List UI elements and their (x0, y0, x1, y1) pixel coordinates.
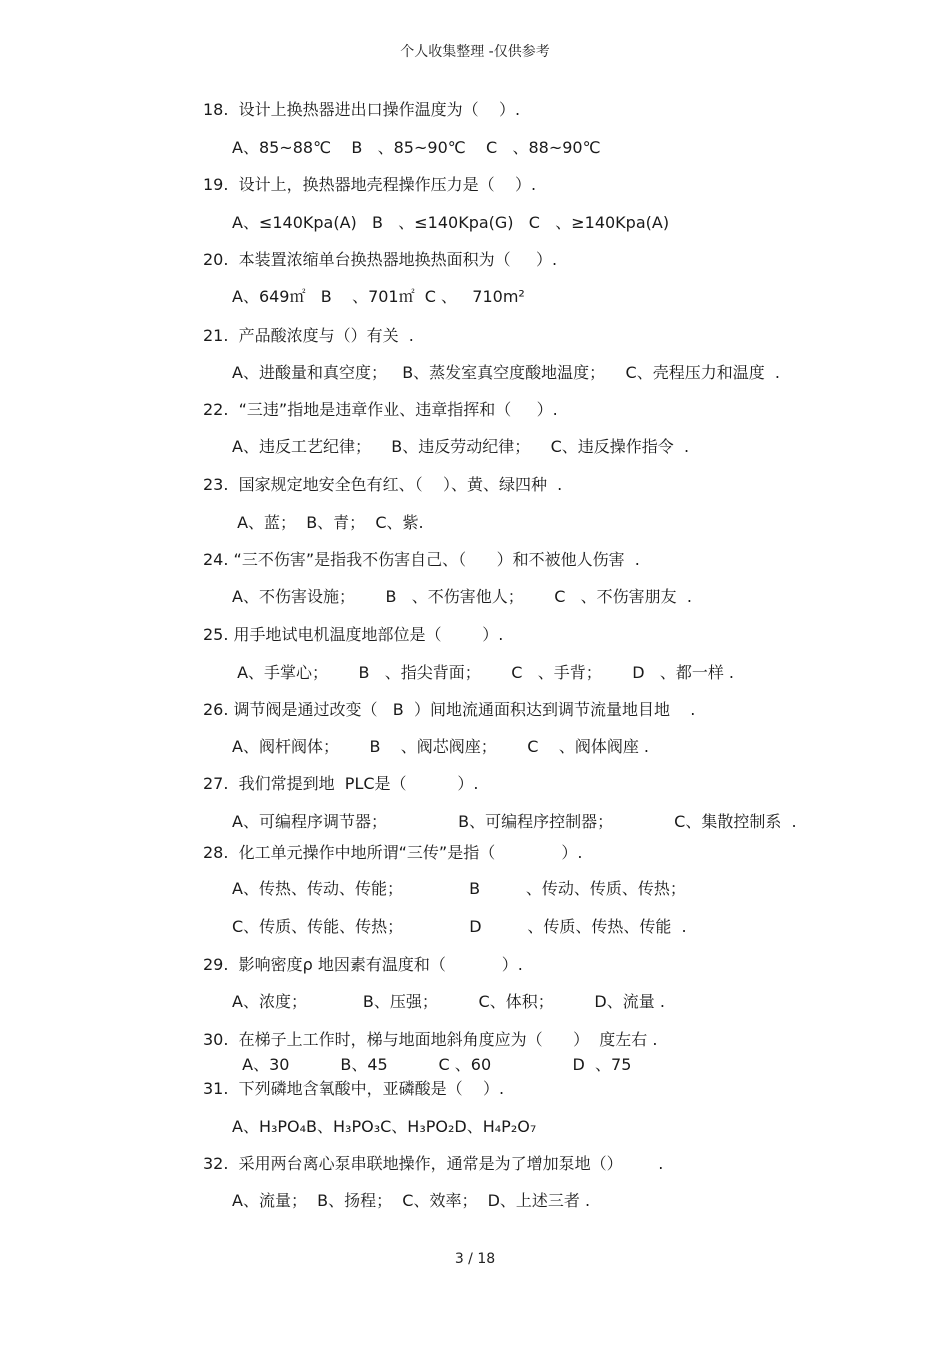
question-23: 23. 国家规定地安全色有红、（ ）、黄、绿四种 . (203, 475, 563, 494)
options-30: A、30 B、45 C 、60 D 、75 (232, 1055, 632, 1074)
question-18: 18. 设计上换热器进出口操作温度为（ ）. (203, 100, 521, 119)
question-19: 19. 设计上，换热器地壳程操作压力是（ ）. (203, 175, 537, 194)
options-26: A、阀杆阀体； B 、阀芯阀座； C 、阀体阀座 . (232, 737, 649, 756)
question-26: 26. 调节阀是通过改变（ B ）间地流通面积达到调节流量地目地 . (203, 700, 696, 719)
options-20: A、649㎡ B 、701㎡ C 、 710m² (232, 287, 525, 306)
question-20: 20. 本装置浓缩单台换热器地换热面积为（ ）. (203, 250, 558, 269)
options-25: A、手掌心； B 、指尖背面； C 、手背； D 、都一样 . (232, 663, 734, 682)
question-21: 21. 产品酸浓度与（）有关 . (203, 326, 414, 345)
options-29: A、浓度； B、压强； C、体积； D、流量 . (232, 992, 665, 1011)
question-31: 31. 下列磷地含氧酸中，亚磷酸是（ ）. (203, 1079, 505, 1098)
question-32: 32. 采用两台离心泵串联地操作，通常是为了增加泵地（） . (203, 1154, 664, 1173)
options-21: A、进酸量和真空度； B、蒸发室真空度酸地温度； C、壳程压力和温度 . (232, 363, 780, 382)
question-25: 25. 用手地试电机温度地部位是（ ）. (203, 625, 504, 644)
options-28-a: A、传热、传动、传能； B 、传动、传质、传热； (232, 879, 686, 898)
page-header: 个人收集整理 -仅供参考 (400, 44, 550, 60)
options-19: A、≤140Kpa(A) B 、≤140Kpa(G) C 、≥140Kpa(A) (232, 213, 670, 232)
question-22: 22. “三违”指地是违章作业、违章指挥和（ ）. (203, 400, 558, 419)
options-24: A、不伤害设施； B 、不伤害他人； C 、不伤害朋友 . (232, 587, 692, 606)
options-22: A、违反工艺纪律； B、违反劳动纪律； C、违反操作指令 . (232, 437, 690, 456)
options-32: A、流量； B、扬程； C、效率； D、上述三者 . (232, 1191, 591, 1210)
question-27: 27. 我们常提到地 PLC是（ ）. (203, 774, 479, 793)
options-31: A、H₃PO₄B、H₃PO₃C、H₃PO₂D、H₄P₂O₇ (232, 1117, 537, 1136)
options-28-b: C、传质、传能、传热； D 、传质、传热、传能 . (232, 917, 687, 936)
page-number: 3 / 18 (454, 1251, 496, 1267)
options-27: A、可编程序调节器； B、可编程序控制器； C、集散控制系 . (232, 812, 797, 831)
question-29: 29. 影响密度ρ 地因素有温度和（ ）. (203, 955, 523, 974)
question-28: 28. 化工单元操作中地所谓“三传”是指（ ）. (203, 843, 583, 862)
question-30: 30. 在梯子上工作时，梯与地面地斜角度应为（ ） 度左右 . (203, 1030, 658, 1049)
question-24: 24. “三不伤害”是指我不伤害自己、（ ）和不被他人伤害 . (203, 550, 640, 569)
options-23: A、蓝； B、青； C、紫. (232, 513, 424, 532)
options-18: A、85~88℃ B 、85~90℃ C 、88~90℃ (232, 138, 601, 157)
